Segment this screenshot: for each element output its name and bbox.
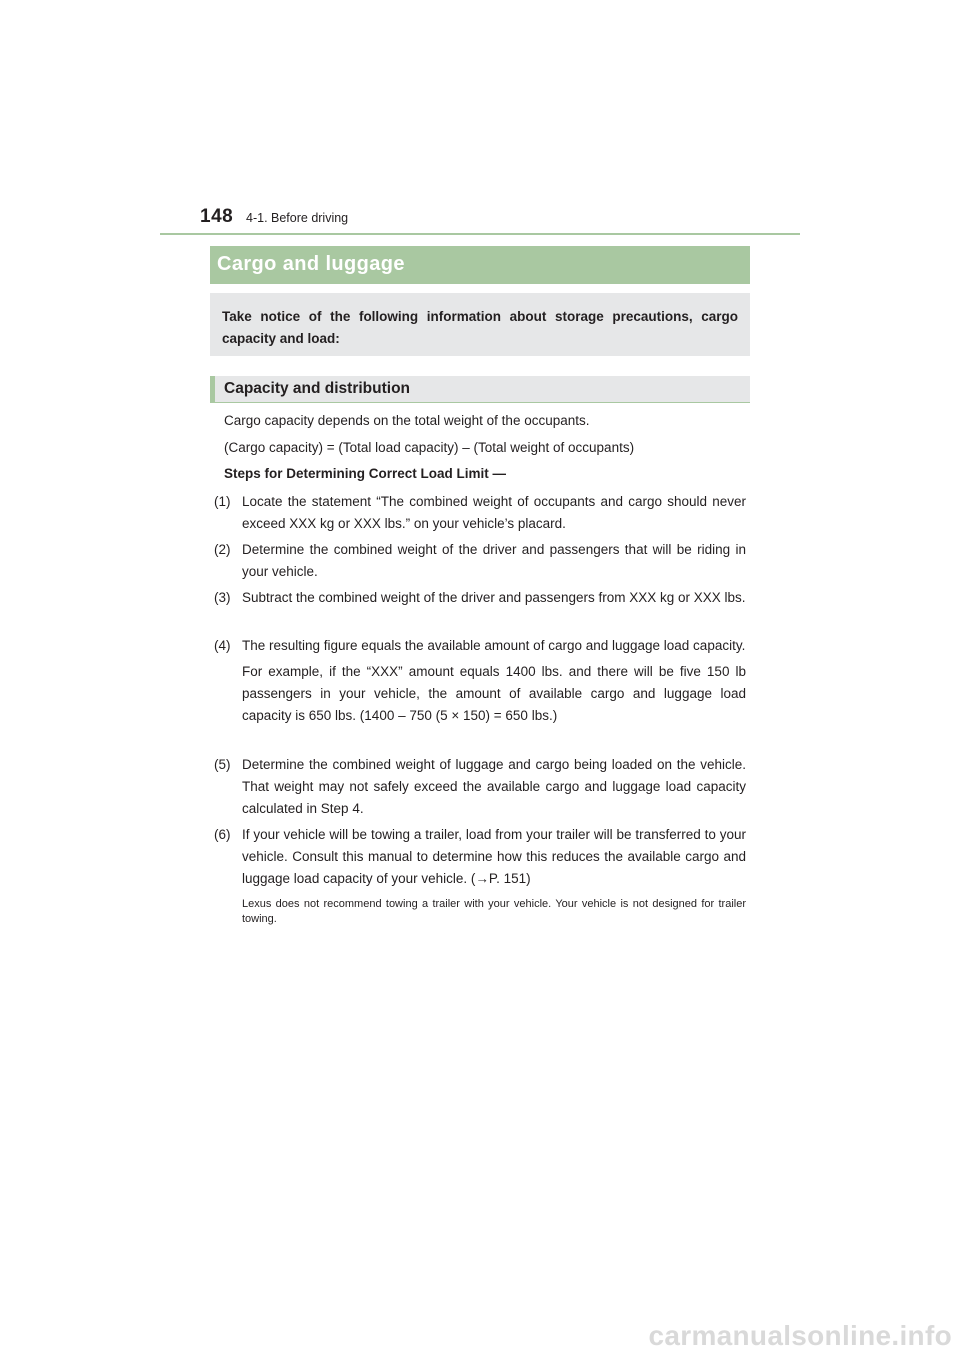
step-number: (2) — [214, 542, 231, 557]
page-number: 148 — [200, 206, 234, 227]
step-4 — [214, 635, 746, 727]
step-text: Locate the statement “The combined weight of occupants and cargo should never exceed XXX kg or XXX lbs.” on your vehicle’s placard. — [242, 494, 746, 531]
step-3 — [214, 587, 746, 609]
towing-note: Lexus does not recommend towing a trailer with your vehicle. Your vehicle is not designed for trailer towing. — [242, 898, 746, 925]
step-number: (5) — [214, 757, 231, 772]
step-text: Determine the combined weight of the driver and passengers that will be riding in your vehicle. — [242, 542, 746, 579]
intro-text: Take notice of the following information about storage precautions, cargo capacity and load: — [222, 309, 738, 346]
title-bar — [210, 246, 750, 284]
section-breadcrumb: 4-1. Before driving — [246, 211, 349, 225]
step-5 — [214, 754, 746, 820]
step-number: (3) — [214, 590, 231, 605]
step-text: If your vehicle will be towing a trailer, load from your trailer will be transferred to your vehicle. Consult this manual to determine how this reduces the available cargo and luggage load capacity of your vehicle. (→P. 151) — [242, 827, 746, 886]
page-title: Cargo and luggage — [217, 253, 405, 275]
page-header — [200, 200, 800, 234]
step-number: (6) — [214, 827, 231, 842]
watermark: carmanualsonline.info — [648, 1320, 952, 1351]
step-number: (4) — [214, 638, 231, 653]
paragraph-formula: (Cargo capacity) = (Total load capacity) – (Total weight of occupants) — [224, 440, 635, 455]
subsection-header — [210, 376, 750, 403]
paragraph-cargo-capacity: Cargo capacity depends on the total weight of the occupants. — [224, 413, 590, 428]
step-text: The resulting figure equals the available amount of cargo and luggage load capacity. — [242, 638, 746, 653]
step-text: Subtract the combined weight of the driver and passengers from XXX kg or XXX lbs. — [242, 590, 746, 605]
step-1 — [214, 491, 746, 535]
subsection-accent — [210, 376, 215, 402]
step-example: For example, if the “XXX” amount equals 1400 lbs. and there will be five 150 lb passengers in your vehicle, the amount of available cargo and luggage load capacity is 650 lbs. (1400 – 750 (5 × 150) = 650 lbs.) — [242, 664, 746, 723]
step-6 — [214, 824, 746, 890]
header-divider — [160, 233, 800, 235]
step-2 — [214, 539, 746, 583]
paragraph-steps-heading: Steps for Determining Correct Load Limit — — [224, 466, 507, 481]
intro-box — [210, 293, 750, 356]
step-text: Determine the combined weight of luggage and cargo being loaded on the vehicle. That weight may not safely exceed the available cargo and luggage load capacity calculated in Step 4. — [242, 757, 746, 816]
step-number: (1) — [214, 494, 231, 509]
subsection-title: Capacity and distribution — [224, 380, 411, 397]
